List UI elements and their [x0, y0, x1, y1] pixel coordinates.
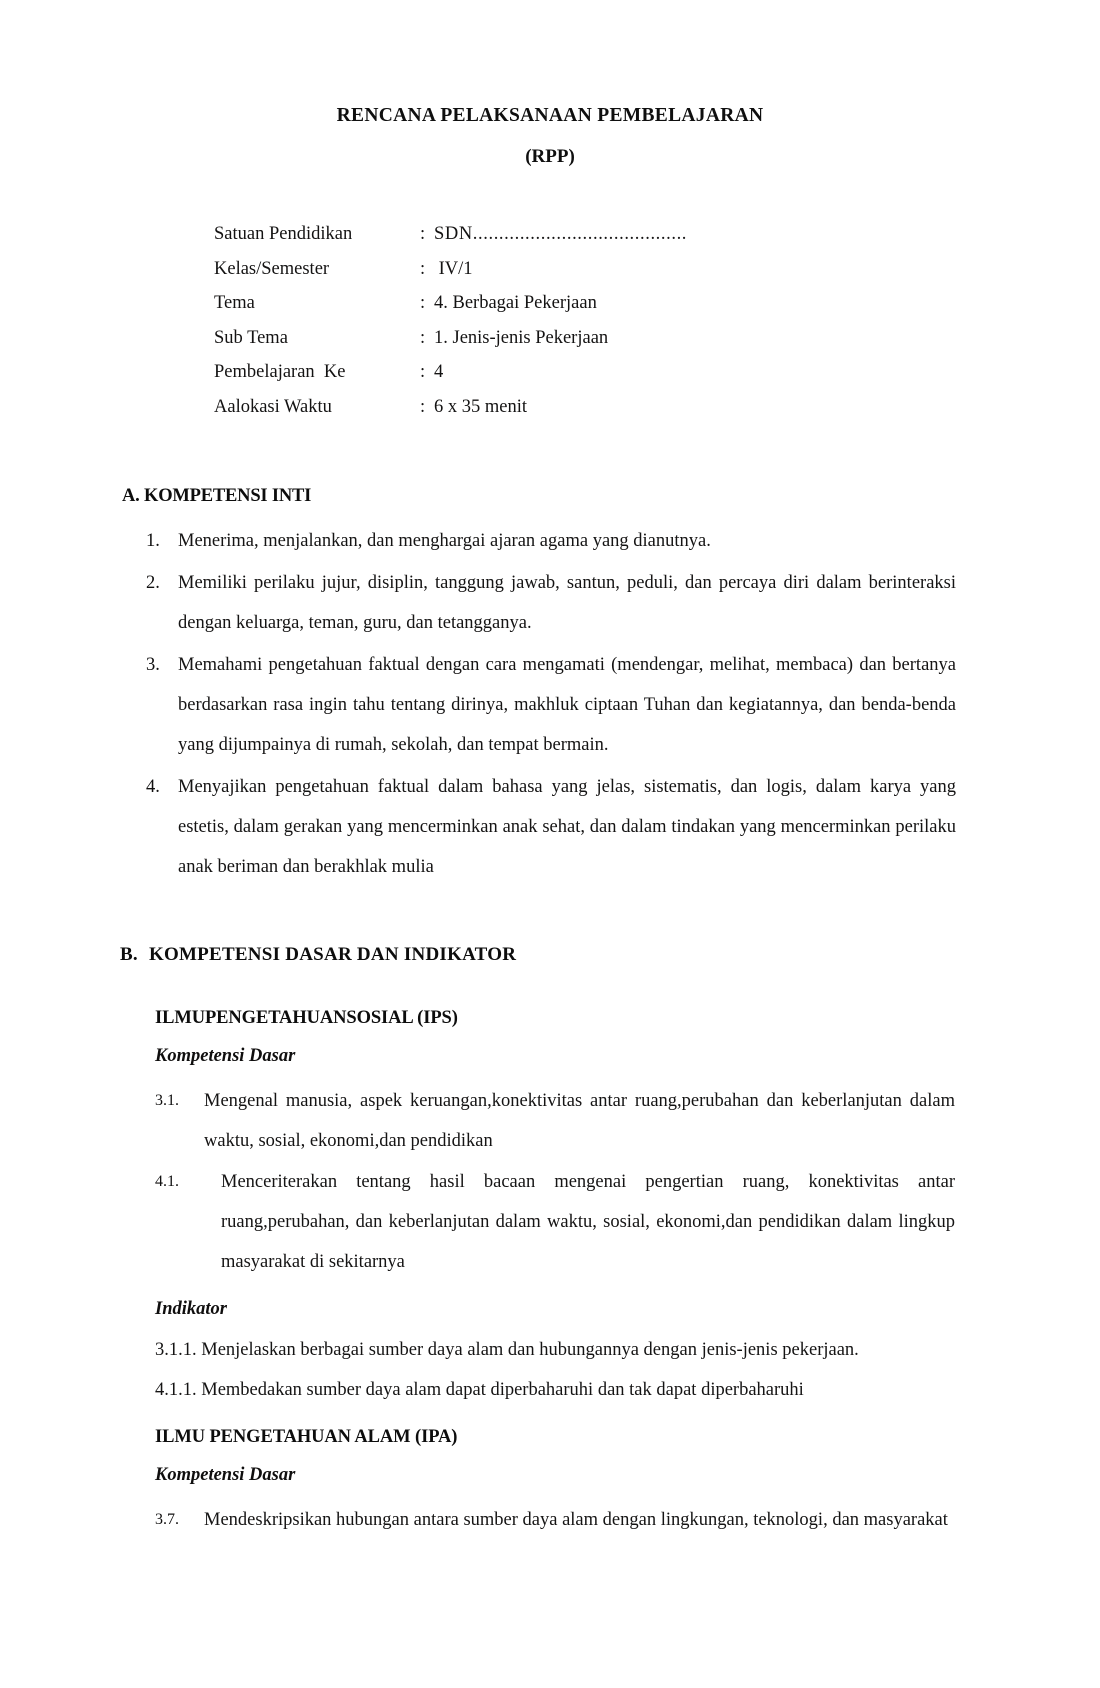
list-item	[146, 563, 956, 643]
meta-value: 4	[434, 362, 444, 383]
list-item-number: 2.	[146, 573, 160, 594]
kompetensi-dasar-list-ips	[155, 1081, 955, 1282]
meta-value: IV/1	[434, 258, 473, 279]
meta-separator: :	[420, 327, 426, 348]
meta-row	[214, 355, 1100, 390]
list-item-text: Menerima, menjalankan, dan menghargai ajaran agama yang dianutnya.	[178, 531, 711, 552]
list-item-text: Memahami pengetahuan faktual dengan cara mengamati (mendengar, melihat, membaca) dan bertanya berdasarkan rasa ingin tahu tentang dirinya, makhluk ciptaan Tuhan dan kegiatannya, dan benda-benda yang dijumpainya di rumah, sekolah, dan tempat bermain.	[178, 655, 956, 756]
meta-row	[214, 252, 1100, 287]
list-item	[146, 767, 956, 887]
list-item	[155, 1162, 955, 1282]
meta-value: 1. Jenis-jenis Pekerjaan	[434, 327, 609, 348]
list-item-number: 3.	[146, 655, 160, 676]
list-item-text: Mengenal manusia, aspek keruangan,konektivitas antar ruang,perubahan dan keberlanjutan dalam waktu, sosial, ekonomi,dan pendidikan	[204, 1091, 955, 1152]
meta-value: SDN.........................................	[434, 224, 688, 245]
meta-label: Satuan Pendidikan	[214, 224, 353, 245]
meta-row	[214, 217, 1100, 252]
page-subtitle: (RPP)	[525, 146, 575, 168]
meta-separator: :	[420, 396, 426, 417]
list-item-text: 3.1.1. Menjelaskan berbagai sumber daya alam dan hubungannya dengan jenis-jenis pekerjaan.	[155, 1340, 859, 1361]
section-b-heading	[120, 944, 1100, 966]
kompetensi-dasar-heading: Kompetensi Dasar	[155, 1465, 296, 1486]
list-item-number: 3.1.	[155, 1092, 179, 1110]
meta-value: 4. Berbagai Pekerjaan	[434, 293, 597, 314]
document-meta	[214, 217, 1100, 424]
title-block	[0, 0, 1100, 169]
meta-row	[214, 321, 1100, 356]
meta-label: Aalokasi Waktu	[214, 396, 332, 417]
list-item-text: 4.1.1. Membedakan sumber daya alam dapat diperbaharuhi dan tak dapat diperbaharuhi	[155, 1380, 804, 1401]
meta-label: Kelas/Semester	[214, 258, 330, 279]
list-item-text: Menceriterakan tentang hasil bacaan mengenai pengertian ruang, konektivitas antar ruang,perubahan, dan keberlanjutan dalam waktu, sosial, ekonomi,dan pendidikan dalam lingkup masyarakat di sekitarnya	[221, 1172, 955, 1273]
kompetensi-dasar-list-ipa	[155, 1500, 955, 1540]
list-item-number: 1.	[146, 531, 160, 552]
subject-title-ips: ILMUPENGETAHUANSOSIAL (IPS)	[155, 1008, 458, 1029]
list-item-number: 3.7.	[155, 1511, 179, 1529]
meta-label: Tema	[214, 293, 255, 314]
meta-row	[214, 390, 1100, 425]
section-a-heading: A. KOMPETENSI INTI	[122, 486, 312, 507]
meta-value: 6 x 35 menit	[434, 396, 528, 417]
kompetensi-inti-list	[146, 521, 956, 887]
indikator-list-ips	[155, 1330, 955, 1410]
list-item	[155, 1500, 955, 1540]
list-item	[146, 521, 956, 561]
subject-title-ipa: ILMU PENGETAHUAN ALAM (IPA)	[155, 1427, 458, 1448]
indikator-heading: Indikator	[155, 1299, 227, 1320]
meta-separator: :	[420, 224, 426, 245]
list-item-text: Memiliki perilaku jujur, disiplin, tanggung jawab, santun, peduli, dan percaya diri dalam berinteraksi dengan keluarga, teman, guru, dan tetangganya.	[178, 573, 956, 634]
list-item	[146, 645, 956, 765]
section-b-title: KOMPETENSI DASAR DAN INDIKATOR	[148, 944, 517, 966]
meta-separator: :	[420, 258, 426, 279]
subject-blocks	[155, 1008, 955, 1540]
list-item-text: Menyajikan pengetahuan faktual dalam bahasa yang jelas, sistematis, dan logis, dalam karya yang estetis, dalam gerakan yang mencerminkan anak sehat, dan dalam tindakan yang mencerminkan perilaku anak beriman dan berakhlak mulia	[178, 777, 956, 878]
list-item-text: Mendeskripsikan hubungan antara sumber daya alam dengan lingkungan, teknologi, dan masyarakat	[204, 1510, 948, 1531]
meta-separator: :	[420, 362, 426, 383]
meta-label: Sub Tema	[214, 327, 288, 348]
list-item-number: 4.1.	[155, 1173, 179, 1191]
list-item	[155, 1081, 955, 1161]
page-title: RENCANA PELAKSANAAN PEMBELAJARAN	[336, 105, 764, 126]
meta-row	[214, 286, 1100, 321]
list-item-number: 4.	[146, 777, 160, 798]
meta-separator: :	[420, 293, 426, 314]
meta-label: Pembelajaran Ke	[214, 362, 346, 383]
kompetensi-dasar-heading: Kompetensi Dasar	[155, 1046, 296, 1067]
section-b-letter: B.	[120, 944, 138, 966]
